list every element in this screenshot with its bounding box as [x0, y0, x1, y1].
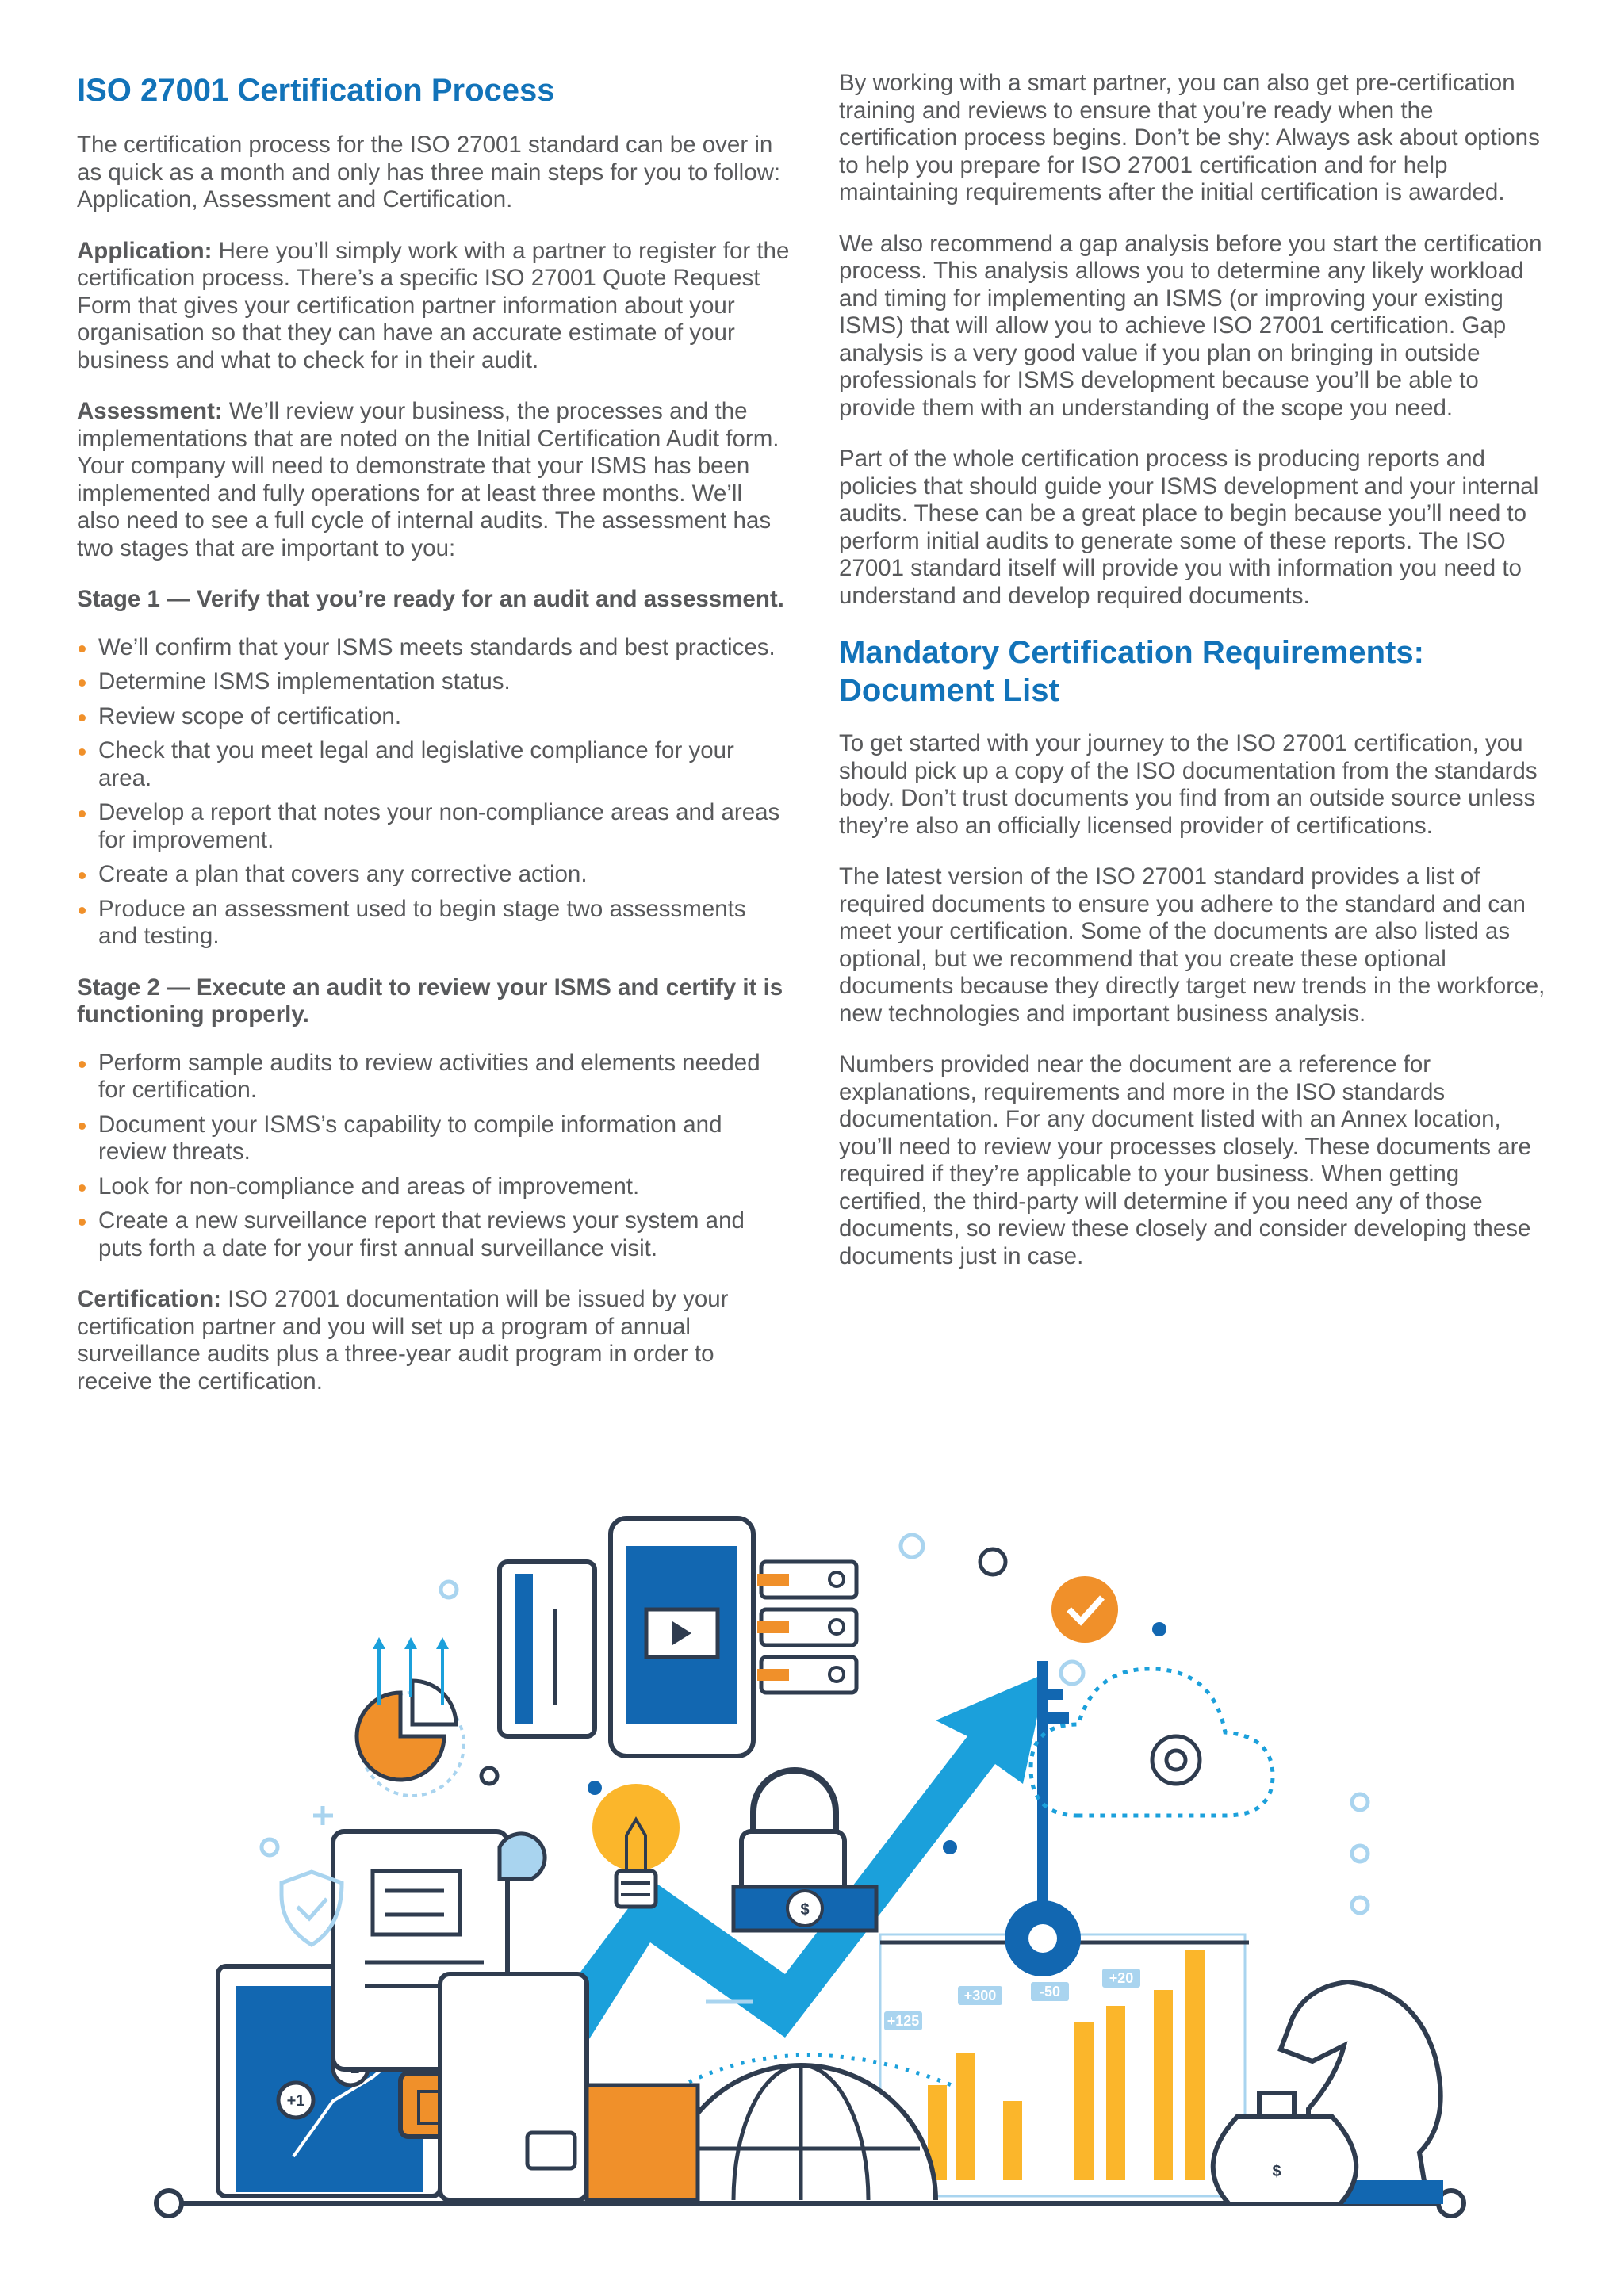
application-paragraph [77, 238, 791, 375]
list-item: Check that you meet legal and legislative compliance for your area. [77, 737, 791, 792]
stage1-list [77, 634, 791, 951]
list-item: Document your ISMS’s capability to compile information and review threats. [77, 1112, 791, 1166]
list-item: Develop a report that notes your non-compliance areas and areas for improvement. [77, 799, 791, 854]
chart-tag [1031, 1982, 1069, 2001]
check-badge-icon [1051, 1576, 1118, 1643]
application-lead: Application: [77, 237, 213, 264]
assessment-paragraph [77, 398, 791, 562]
chart-tag [884, 2011, 922, 2030]
partner-paragraph: By working with a smart partner, you can also get pre-certification training and reviews to ensure that you’re ready when the certification process begins. Don’t be shy: Always ask about options to help you prepare for ISO 27001 certification and for help maintaining requirements after the initial certification is awarded. [839, 70, 1540, 205]
list-item: Produce an assessment used to begin stage two assessments and testing. [77, 896, 791, 951]
intro-paragraph: The certification process for the ISO 27001 standard can be over in as quick as a month and only has three main steps for you to follow: Application, Assessment and Certification. [77, 132, 781, 212]
bar-chart-icon [880, 1934, 1249, 2196]
list-item: We’ll confirm that your ISMS meets standards and best practices. [77, 634, 791, 662]
line-end-icon [156, 2191, 182, 2216]
page-title: ISO 27001 Certification Process [77, 73, 555, 108]
list-item: Perform sample audits to review activities and elements needed for certification. [77, 1050, 791, 1104]
svg-text:-50: -50 [1039, 1984, 1061, 1999]
list-item: Create a new surveillance report that reviews your system and puts forth a date for your first annual surveillance visit. [77, 1207, 791, 1262]
chart-tag [958, 1986, 1002, 2005]
list-item: Determine ISMS implementation status. [77, 668, 791, 696]
reports-paragraph: Part of the whole certification process is producing reports and policies that should guide your ISMS development and your internal audits. These can be a great place to begin because you’ll need to perform initial audits to generate some of these reports. The ISO 27001 standard itself will provide you with information you need to understand and develop required documents. [839, 446, 1539, 609]
stage2-list [77, 1050, 791, 1263]
business-illustration [0, 1467, 1624, 2296]
credit-card-icon [500, 1562, 595, 1736]
svg-text:+300: +300 [963, 1988, 997, 2003]
document-list-heading: Mandatory Certification Requirements: Document List [839, 635, 1424, 708]
stage1-heading: Stage 1 — Verify that you’re ready for an audit and assessment. [77, 586, 784, 612]
assessment-lead: Assessment: [77, 398, 223, 424]
stage2-heading: Stage 2 — Execute an audit to review your ISMS and certify it is functioning properly. [77, 974, 783, 1027]
svg-text:$: $ [800, 1901, 810, 1919]
latest-version-paragraph: The latest version of the ISO 27001 standard provides a list of required documents to ensure you adhere to the standard and can meet your certification. Some of the documents are also listed as optional, but we recommend that you create these optional documents because they directly target new trends in the workforce, new technologies and important business analysis. [839, 863, 1545, 1027]
right-column [839, 70, 1553, 1294]
left-column [77, 70, 791, 1419]
get-started-paragraph: To get started with your journey to the ISO 27001 certification, you should pick up a copy of the ISO documentation from the standards body. Don’t trust documents you find from an outside source unless they’re also an officially licensed provider of certifications. [839, 730, 1538, 839]
assessment-text: We’ll review your business, the processes and the implementations that are noted on the Initial Certification Audit form. Your company will need to demonstrate that your ISMS has been implemented and fully operations for at least three months. We’ll also need to see a full cycle of internal audits. The assessment has two stages that are important to you: [77, 398, 779, 561]
svg-text:+1: +1 [286, 2092, 305, 2110]
svg-text:$: $ [1272, 2163, 1281, 2180]
certification-lead: Certification: [77, 1286, 221, 1312]
list-item: Create a plan that covers any corrective action. [77, 861, 791, 889]
phone-video-icon [611, 1518, 753, 1756]
certification-text: ISO 27001 documentation will be issued by your certification partner and you will set up a program of annual surveillance audits plus a three-year audit program in order to receive the certification. [77, 1286, 729, 1395]
gap-analysis-paragraph: We also recommend a gap analysis before you start the certification process. This analysis allows you to determine any likely workload and timing for implementing an ISMS (or improving your existing ISMS) that will allow you to achieve ISO 27001 certification. Gap analysis is a very good value if you plan on bringing in outside professionals for ISMS development because you’ll be able to provide them with an understanding of the scope you need. [839, 230, 1542, 421]
list-item: Look for non-compliance and areas of improvement. [77, 1173, 791, 1201]
certification-paragraph [77, 1286, 791, 1395]
application-text: Here you’ll simply work with a partner to register for the certification process. There’s a specific ISO 27001 Quote Request Form that gives your certification partner information about your organisation so that they can have an accurate estimate of your business and what to check for in their audit. [77, 237, 790, 373]
server-stack-icon [757, 1562, 856, 1693]
numbers-paragraph: Numbers provided near the document are a reference for explanations, requirements and more in the ISO standards documentation. For any document listed with an Annex location, you’ll need to review your processes closely. These documents are required if they’re applicable to your business. When getting certified, the third-party will determine if you need any of those documents, so review these closely and consider developing these documents just in case. [839, 1051, 1531, 1269]
list-item: Review scope of certification. [77, 703, 791, 731]
svg-text:+125: +125 [887, 2013, 920, 2029]
progress-bubble [278, 2083, 313, 2118]
chart-tag [1102, 1969, 1140, 1988]
svg-text:+20: +20 [1109, 1970, 1134, 1986]
